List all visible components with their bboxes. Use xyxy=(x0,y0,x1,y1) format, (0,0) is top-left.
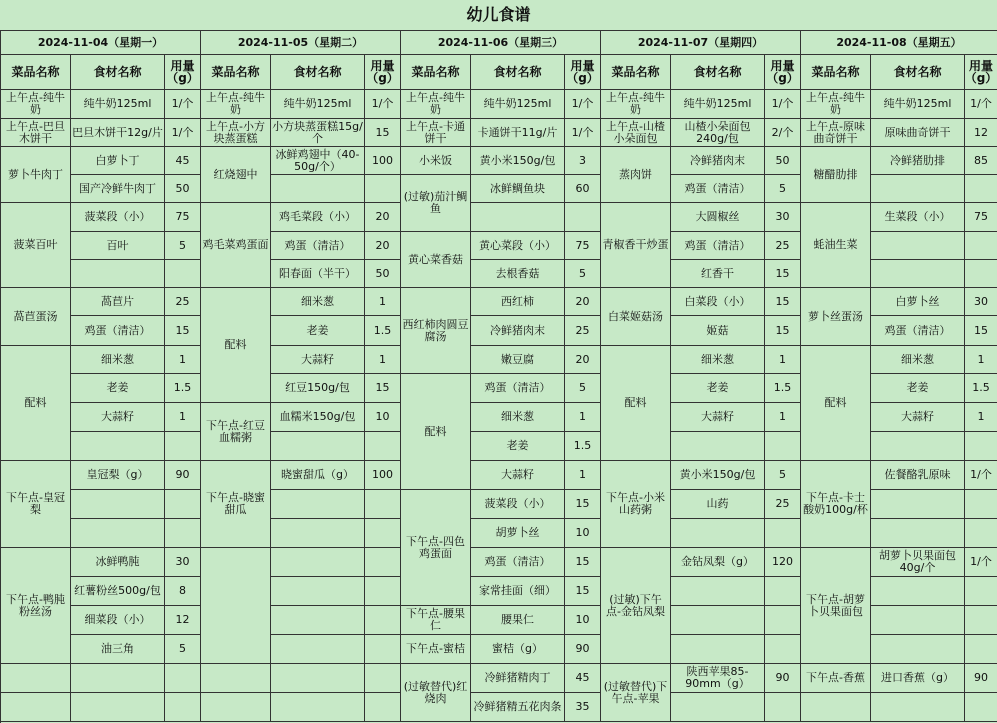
ingredient-amount: 30 xyxy=(965,288,997,316)
ingredient-amount: 30 xyxy=(165,548,201,577)
ingredient-amount: 20 xyxy=(565,288,601,316)
ingredient-amount xyxy=(365,606,401,635)
dish-name: (过敏)下午点-金钻凤梨 xyxy=(601,548,671,664)
ingredient-name: 去根香菇 xyxy=(471,260,565,288)
ingredient-name xyxy=(871,519,965,548)
ingredient-name: 冷鲜猪肋排 xyxy=(871,147,965,175)
ingredient-amount xyxy=(365,519,401,548)
ingredient-name: 冰鲜鸡翅中（40-50g/个） xyxy=(271,147,365,175)
ingredient-name: 纯牛奶125ml xyxy=(271,90,365,119)
ingredient-name: 鸡蛋（清洁） xyxy=(671,175,765,203)
ingredient-amount xyxy=(765,635,801,664)
ingredient-amount xyxy=(365,577,401,606)
column-header-amount: 用量（g） xyxy=(765,55,801,90)
ingredient-amount xyxy=(965,432,997,461)
ingredient-name: 大蒜籽 xyxy=(71,403,165,432)
dish-name xyxy=(1,664,71,693)
ingredient-amount: 1 xyxy=(365,288,401,316)
ingredient-amount xyxy=(765,606,801,635)
dish-name: 上午点-小方块蒸蛋糕 xyxy=(201,119,271,147)
ingredient-name: 卡通饼干11g/片 xyxy=(471,119,565,147)
ingredient-name xyxy=(871,232,965,260)
ingredient-name: 佐餐酪乳原味 xyxy=(871,461,965,490)
ingredient-amount: 10 xyxy=(565,519,601,548)
ingredient-name: 鸡蛋（清洁） xyxy=(71,316,165,346)
ingredient-name xyxy=(671,519,765,548)
dish-name xyxy=(1,693,71,722)
ingredient-amount: 45 xyxy=(565,664,601,693)
ingredient-amount xyxy=(365,693,401,722)
ingredient-amount: 15 xyxy=(565,548,601,577)
dish-name: 下午点-蜜桔 xyxy=(401,635,471,664)
ingredient-name: 老姜 xyxy=(671,374,765,403)
column-header-dish: 菜品名称 xyxy=(1,55,71,90)
ingredient-name: 皇冠梨（g） xyxy=(71,461,165,490)
ingredient-amount xyxy=(365,490,401,519)
ingredient-name xyxy=(71,519,165,548)
ingredient-name xyxy=(71,490,165,519)
ingredient-amount: 25 xyxy=(765,232,801,260)
ingredient-amount: 15 xyxy=(765,260,801,288)
dish-name xyxy=(801,693,871,722)
ingredient-amount xyxy=(165,260,201,288)
ingredient-amount: 1/个 xyxy=(365,90,401,119)
ingredient-name: 冷鲜猪肉末 xyxy=(671,147,765,175)
column-header-amount: 用量（g） xyxy=(565,55,601,90)
ingredient-name xyxy=(871,606,965,635)
ingredient-name: 老姜 xyxy=(71,374,165,403)
ingredient-amount: 50 xyxy=(165,175,201,203)
ingredient-amount: 15 xyxy=(165,316,201,346)
ingredient-name: 萵苣片 xyxy=(71,288,165,316)
ingredient-amount: 1/个 xyxy=(965,548,997,577)
day-header: 2024-11-05（星期二） xyxy=(201,31,401,55)
ingredient-name: 红香干 xyxy=(671,260,765,288)
ingredient-name: 纯牛奶125ml xyxy=(71,90,165,119)
dish-name: 下午点-香蕉 xyxy=(801,664,871,693)
ingredient-name: 腰果仁 xyxy=(471,606,565,635)
ingredient-name: 油三角 xyxy=(71,635,165,664)
ingredient-amount: 1 xyxy=(765,403,801,432)
ingredient-amount: 1 xyxy=(365,346,401,374)
ingredient-name xyxy=(271,606,365,635)
ingredient-name: 生菜段（小） xyxy=(871,203,965,232)
ingredient-name: 老姜 xyxy=(271,316,365,346)
ingredient-amount: 5 xyxy=(165,635,201,664)
ingredient-amount: 2/个 xyxy=(765,119,801,147)
ingredient-name: 陕西苹果85-90mm（g） xyxy=(671,664,765,693)
ingredient-name: 鸡蛋（清洁） xyxy=(471,548,565,577)
ingredient-name: 进口香蕉（g） xyxy=(871,664,965,693)
ingredient-name: 西红柿 xyxy=(471,288,565,316)
ingredient-amount: 1 xyxy=(965,403,997,432)
ingredient-amount: 120 xyxy=(765,548,801,577)
ingredient-amount xyxy=(565,203,601,232)
ingredient-amount: 20 xyxy=(565,346,601,374)
ingredient-amount xyxy=(765,693,801,722)
column-header-amount: 用量（g） xyxy=(165,55,201,90)
ingredient-name xyxy=(271,664,365,693)
ingredient-name: 黄小米150g/包 xyxy=(471,147,565,175)
ingredient-amount: 15 xyxy=(565,490,601,519)
ingredient-amount xyxy=(165,432,201,461)
ingredient-amount xyxy=(365,664,401,693)
ingredient-amount: 25 xyxy=(565,316,601,346)
ingredient-amount: 1 xyxy=(965,346,997,374)
ingredient-amount: 90 xyxy=(965,664,997,693)
ingredient-name xyxy=(271,548,365,577)
ingredient-amount xyxy=(765,432,801,461)
dish-name xyxy=(201,693,271,722)
ingredient-amount: 1 xyxy=(765,346,801,374)
dish-name: 下午点-腰果仁 xyxy=(401,606,471,635)
column-header-dish: 菜品名称 xyxy=(201,55,271,90)
ingredient-name: 冰鲜鸭肫 xyxy=(71,548,165,577)
ingredient-amount: 1 xyxy=(565,461,601,490)
ingredient-name xyxy=(271,432,365,461)
ingredient-amount: 25 xyxy=(765,490,801,519)
day-header: 2024-11-07（星期四） xyxy=(601,31,801,55)
ingredient-amount: 15 xyxy=(765,316,801,346)
ingredient-name: 阳春面（半干） xyxy=(271,260,365,288)
dish-name: 萝卜丝蛋汤 xyxy=(801,288,871,346)
ingredient-name xyxy=(871,432,965,461)
ingredient-amount xyxy=(165,693,201,722)
ingredient-name xyxy=(871,175,965,203)
ingredient-name xyxy=(271,490,365,519)
dish-name: 下午点-红豆血糯粥 xyxy=(201,403,271,461)
ingredient-name: 大蒜籽 xyxy=(471,461,565,490)
ingredient-amount: 60 xyxy=(565,175,601,203)
ingredient-name xyxy=(271,693,365,722)
dish-name: 下午点-鸭肫粉丝汤 xyxy=(1,548,71,664)
dish-name: 红烧翅中 xyxy=(201,147,271,203)
ingredient-amount xyxy=(965,635,997,664)
dish-name: 配料 xyxy=(201,288,271,403)
ingredient-amount: 1/个 xyxy=(965,461,997,490)
ingredient-amount: 85 xyxy=(965,147,997,175)
ingredient-amount: 25 xyxy=(165,288,201,316)
ingredient-amount: 10 xyxy=(565,606,601,635)
ingredient-name xyxy=(671,606,765,635)
ingredient-amount xyxy=(965,175,997,203)
dish-name: 上午点-原味曲奇饼干 xyxy=(801,119,871,147)
ingredient-amount xyxy=(165,664,201,693)
ingredient-name: 鸡蛋（清洁） xyxy=(271,232,365,260)
ingredient-name: 嫩豆腐 xyxy=(471,346,565,374)
ingredient-name: 纯牛奶125ml xyxy=(671,90,765,119)
ingredient-amount: 1 xyxy=(165,403,201,432)
ingredient-name xyxy=(671,693,765,722)
ingredient-amount xyxy=(365,175,401,203)
ingredient-amount: 5 xyxy=(165,232,201,260)
ingredient-name xyxy=(871,260,965,288)
ingredient-amount xyxy=(965,606,997,635)
dish-name: 蚝油生菜 xyxy=(801,203,871,288)
dish-name: 白菜姬菇汤 xyxy=(601,288,671,346)
ingredient-name: 细菜段（小） xyxy=(71,606,165,635)
ingredient-name xyxy=(671,635,765,664)
ingredient-name: 大圆椒丝 xyxy=(671,203,765,232)
column-header-dish: 菜品名称 xyxy=(801,55,871,90)
ingredient-amount: 20 xyxy=(365,203,401,232)
ingredient-amount xyxy=(965,577,997,606)
ingredient-name: 大蒜籽 xyxy=(271,346,365,374)
ingredient-amount: 15 xyxy=(565,577,601,606)
dish-name: 萵苣蛋汤 xyxy=(1,288,71,346)
ingredient-amount xyxy=(365,432,401,461)
ingredient-name: 冷鲜猪肉末 xyxy=(471,316,565,346)
column-header-dish: 菜品名称 xyxy=(601,55,671,90)
ingredient-amount: 90 xyxy=(565,635,601,664)
ingredient-name: 菠菜段（小） xyxy=(71,203,165,232)
ingredient-amount: 90 xyxy=(165,461,201,490)
ingredient-name: 冰鲜鲷鱼块 xyxy=(471,175,565,203)
dish-name: 糖醋肋排 xyxy=(801,147,871,203)
dish-name: (过敏替代)红烧肉 xyxy=(401,664,471,722)
day-header: 2024-11-06（星期三） xyxy=(401,31,601,55)
ingredient-name: 老姜 xyxy=(471,432,565,461)
ingredient-name: 金钻凤梨（g） xyxy=(671,548,765,577)
dish-name: 萝卜牛肉丁 xyxy=(1,147,71,203)
ingredient-amount xyxy=(765,577,801,606)
ingredient-amount: 1.5 xyxy=(565,432,601,461)
ingredient-name: 国产冷鲜牛肉丁 xyxy=(71,175,165,203)
ingredient-name: 胡萝卜贝果面包40g/个 xyxy=(871,548,965,577)
dish-name: (过敏)茄汁鲷鱼 xyxy=(401,175,471,232)
ingredient-name: 红薯粉丝500g/包 xyxy=(71,577,165,606)
column-header-ingredient: 食材名称 xyxy=(871,55,965,90)
dish-name: 配料 xyxy=(1,346,71,461)
ingredient-amount: 1/个 xyxy=(565,90,601,119)
dish-name: 上午点-山楂小朵面包 xyxy=(601,119,671,147)
ingredient-name: 白菜段（小） xyxy=(671,288,765,316)
ingredient-name xyxy=(871,577,965,606)
menu-table xyxy=(0,30,997,723)
ingredient-name: 老姜 xyxy=(871,374,965,403)
ingredient-name: 百叶 xyxy=(71,232,165,260)
ingredient-amount: 100 xyxy=(365,147,401,175)
ingredient-name: 纯牛奶125ml xyxy=(471,90,565,119)
ingredient-amount: 5 xyxy=(565,260,601,288)
ingredient-name: 山药 xyxy=(671,490,765,519)
ingredient-amount: 35 xyxy=(565,693,601,722)
ingredient-amount: 12 xyxy=(165,606,201,635)
ingredient-name xyxy=(271,175,365,203)
ingredient-amount: 90 xyxy=(765,664,801,693)
column-header-ingredient: 食材名称 xyxy=(271,55,365,90)
ingredient-name xyxy=(71,260,165,288)
dish-name xyxy=(201,548,271,664)
ingredient-name: 巴旦木饼干12g/片 xyxy=(71,119,165,147)
ingredient-name xyxy=(271,577,365,606)
ingredient-name: 冷鲜猪精五花肉条 xyxy=(471,693,565,722)
dish-name: 配料 xyxy=(601,346,671,461)
ingredient-amount: 75 xyxy=(165,203,201,232)
dish-name: 配料 xyxy=(401,374,471,490)
ingredient-amount: 100 xyxy=(365,461,401,490)
ingredient-amount: 1.5 xyxy=(165,374,201,403)
ingredient-name: 鸡毛菜段（小） xyxy=(271,203,365,232)
ingredient-amount xyxy=(965,260,997,288)
dish-name: 下午点-四色鸡蛋面 xyxy=(401,490,471,606)
ingredient-name: 黄心菜段（小） xyxy=(471,232,565,260)
ingredient-amount: 5 xyxy=(765,461,801,490)
day-header: 2024-11-08（星期五） xyxy=(801,31,997,55)
ingredient-name: 细米葱 xyxy=(71,346,165,374)
ingredient-amount xyxy=(965,693,997,722)
ingredient-amount: 3 xyxy=(565,147,601,175)
ingredient-name: 山楂小朵面包240g/包 xyxy=(671,119,765,147)
ingredient-name: 原味曲奇饼干 xyxy=(871,119,965,147)
ingredient-name: 蜜桔（g） xyxy=(471,635,565,664)
ingredient-name: 菠菜段（小） xyxy=(471,490,565,519)
ingredient-name: 胡萝卜丝 xyxy=(471,519,565,548)
column-header-amount: 用量（g） xyxy=(365,55,401,90)
ingredient-name: 白萝卜丝 xyxy=(871,288,965,316)
ingredient-name xyxy=(71,693,165,722)
ingredient-amount: 1.5 xyxy=(965,374,997,403)
ingredient-amount: 75 xyxy=(965,203,997,232)
dish-name: 黄心菜香菇 xyxy=(401,232,471,288)
ingredient-amount: 1/个 xyxy=(765,90,801,119)
dish-name: 上午点-卡通饼干 xyxy=(401,119,471,147)
ingredient-amount xyxy=(965,519,997,548)
ingredient-amount: 15 xyxy=(365,119,401,147)
dish-name: 青椒香干炒蛋 xyxy=(601,203,671,288)
ingredient-name: 小方块蒸蛋糕15g/个 xyxy=(271,119,365,147)
ingredient-amount: 1.5 xyxy=(365,316,401,346)
dish-name: 下午点-卡士酸奶100g/杯 xyxy=(801,461,871,548)
ingredient-amount: 1/个 xyxy=(565,119,601,147)
ingredient-name: 鸡蛋（清洁） xyxy=(671,232,765,260)
ingredient-name: 晓蜜甜瓜（g） xyxy=(271,461,365,490)
dish-name: 菠菜百叶 xyxy=(1,203,71,288)
ingredient-name: 大蒜籽 xyxy=(671,403,765,432)
ingredient-name xyxy=(871,635,965,664)
dish-name: 下午点-小米山药粥 xyxy=(601,461,671,548)
dish-name: 上午点-巴旦木饼干 xyxy=(1,119,71,147)
ingredient-name: 白萝卜丁 xyxy=(71,147,165,175)
ingredient-amount: 5 xyxy=(565,374,601,403)
ingredient-name xyxy=(871,693,965,722)
ingredient-amount: 15 xyxy=(965,316,997,346)
ingredient-amount: 1 xyxy=(565,403,601,432)
ingredient-name xyxy=(271,635,365,664)
ingredient-name: 鸡蛋（清洁） xyxy=(471,374,565,403)
ingredient-name: 细米葱 xyxy=(871,346,965,374)
dish-name: 西红柿肉圆豆腐汤 xyxy=(401,288,471,374)
page-title: 幼儿食谱 xyxy=(466,5,531,24)
ingredient-amount xyxy=(765,519,801,548)
dish-name: 配料 xyxy=(801,346,871,461)
column-header-ingredient: 食材名称 xyxy=(471,55,565,90)
ingredient-name: 血糯米150g/包 xyxy=(271,403,365,432)
ingredient-amount xyxy=(965,490,997,519)
ingredient-name: 红豆150g/包 xyxy=(271,374,365,403)
ingredient-amount: 15 xyxy=(765,288,801,316)
dish-name: 上午点-纯牛奶 xyxy=(801,90,871,119)
dish-name: 上午点-纯牛奶 xyxy=(401,90,471,119)
ingredient-amount: 45 xyxy=(165,147,201,175)
ingredient-amount: 8 xyxy=(165,577,201,606)
ingredient-amount: 1/个 xyxy=(165,90,201,119)
ingredient-name: 黄小米150g/包 xyxy=(671,461,765,490)
ingredient-name: 细米葱 xyxy=(471,403,565,432)
ingredient-name xyxy=(471,203,565,232)
ingredient-amount: 1/个 xyxy=(165,119,201,147)
ingredient-name xyxy=(71,664,165,693)
dish-name: 下午点-晓蜜甜瓜 xyxy=(201,461,271,548)
ingredient-amount: 20 xyxy=(365,232,401,260)
ingredient-amount: 12 xyxy=(965,119,997,147)
ingredient-name: 纯牛奶125ml xyxy=(871,90,965,119)
dish-name: 小米饭 xyxy=(401,147,471,175)
ingredient-amount xyxy=(165,519,201,548)
day-header: 2024-11-04（星期一） xyxy=(1,31,201,55)
ingredient-name xyxy=(271,519,365,548)
dish-name: 上午点-纯牛奶 xyxy=(201,90,271,119)
ingredient-amount: 50 xyxy=(365,260,401,288)
ingredient-amount: 5 xyxy=(765,175,801,203)
ingredient-name xyxy=(871,490,965,519)
ingredient-name: 家常挂面（细） xyxy=(471,577,565,606)
ingredient-name xyxy=(71,432,165,461)
ingredient-name: 细米葱 xyxy=(671,346,765,374)
ingredient-amount xyxy=(365,548,401,577)
dish-name: 上午点-纯牛奶 xyxy=(601,90,671,119)
ingredient-name: 鸡蛋（清洁） xyxy=(871,316,965,346)
column-header-dish: 菜品名称 xyxy=(401,55,471,90)
ingredient-name xyxy=(671,577,765,606)
ingredient-amount: 30 xyxy=(765,203,801,232)
ingredient-amount: 1 xyxy=(165,346,201,374)
ingredient-name xyxy=(671,432,765,461)
dish-name: (过敏替代)下午点-苹果 xyxy=(601,664,671,722)
dish-name: 蒸肉饼 xyxy=(601,147,671,203)
ingredient-amount xyxy=(165,490,201,519)
column-header-ingredient: 食材名称 xyxy=(671,55,765,90)
ingredient-amount: 50 xyxy=(765,147,801,175)
column-header-amount: 用量（g） xyxy=(965,55,997,90)
ingredient-amount xyxy=(365,635,401,664)
ingredient-name: 姬菇 xyxy=(671,316,765,346)
ingredient-name: 大蒜籽 xyxy=(871,403,965,432)
dish-name xyxy=(201,664,271,693)
dish-name: 上午点-纯牛奶 xyxy=(1,90,71,119)
ingredient-name: 冷鲜猪精肉丁 xyxy=(471,664,565,693)
ingredient-amount: 75 xyxy=(565,232,601,260)
ingredient-amount: 1/个 xyxy=(965,90,997,119)
ingredient-name: 细米葱 xyxy=(271,288,365,316)
dish-name: 下午点-皇冠梨 xyxy=(1,461,71,548)
ingredient-amount: 15 xyxy=(365,374,401,403)
column-header-ingredient: 食材名称 xyxy=(71,55,165,90)
dish-name: 下午点-胡萝卜贝果面包 xyxy=(801,548,871,664)
dish-name: 鸡毛菜鸡蛋面 xyxy=(201,203,271,288)
ingredient-amount xyxy=(965,232,997,260)
ingredient-amount: 1.5 xyxy=(765,374,801,403)
ingredient-amount: 10 xyxy=(365,403,401,432)
